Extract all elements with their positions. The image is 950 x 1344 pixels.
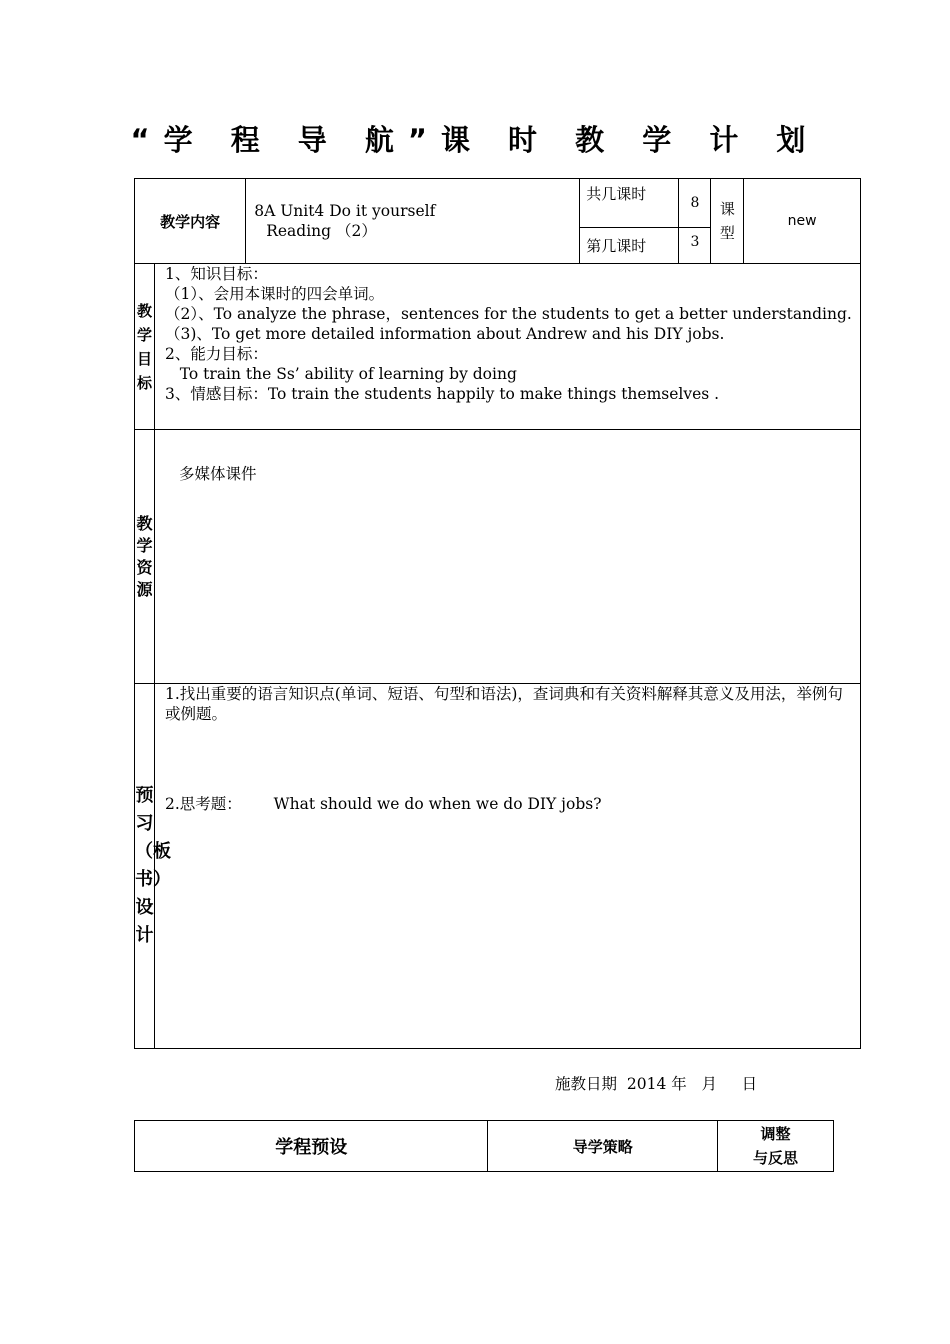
objective-line: 3、情感目标：To train the students happily to make things themselves . (165, 385, 720, 403)
resources-cell (155, 430, 861, 684)
resources-label (135, 430, 155, 684)
teaching-date: 施教日期 2014 年 月 日 (555, 1075, 758, 1093)
objective-line: 1、知识目标： (165, 265, 268, 283)
preview-item2-text: What should we do when we do DIY jobs? (273, 795, 602, 813)
content-label: 教学内容 (135, 179, 246, 264)
preview-item1: 1.找出重要的语言知识点(单词、短语、句型和语法)，查词典和有关资料解释其意义及用法，举例句或例题。 (165, 685, 843, 723)
page-title: “学 程 导 航”课 时 教 学 计 划 (130, 123, 820, 157)
preview-label-text: 预习（板书）设计 (135, 785, 171, 946)
reflection-header-line2: 与反思 (753, 1149, 799, 1167)
resources-text: 多媒体课件 (179, 465, 257, 483)
objectives-label-text: 教学目标 (136, 301, 152, 392)
reflection-header-line1: 调整 (760, 1125, 791, 1143)
content-line2: Reading （2） (266, 222, 377, 240)
lesson-plan-table (134, 178, 861, 1049)
objectives-label (135, 264, 155, 430)
process-plan-header: 学程预设 (135, 1121, 488, 1172)
preview-item2-label: 2.思考题： (165, 795, 242, 813)
reflection-header (718, 1121, 834, 1172)
objective-line: 2、能力目标： (165, 345, 268, 363)
preview-cell (155, 684, 861, 1049)
objective-line: （1）、会用本课时的四会单词。 (165, 285, 385, 303)
objective-line: To train the Ss’ ability of learning by doing (165, 365, 517, 383)
nth-lesson-value: 3 (679, 228, 711, 264)
preview-label (135, 684, 171, 1049)
total-lessons-value: 8 (679, 179, 711, 228)
lesson-type-value: new (744, 179, 860, 264)
nth-lesson-label: 第几课时 (580, 228, 679, 264)
objective-line: （2）、To analyze the phrase，sentences for the students to get a better understanding. (165, 305, 852, 323)
resources-label-text: 教学资源 (136, 513, 153, 599)
content-cell (246, 179, 580, 264)
preview-item2 (165, 794, 852, 814)
process-table-header (134, 1120, 834, 1172)
lesson-type-label (711, 179, 744, 264)
objectives-cell (155, 264, 861, 430)
guidance-strategy-header: 导学策略 (488, 1121, 718, 1172)
objective-line: （3)、To get more detailed information about Andrew and his DIY jobs. (165, 325, 725, 343)
lesson-type-label-text: 课型 (719, 200, 735, 242)
total-lessons-label: 共几课时 (580, 179, 679, 228)
content-line1: 8A Unit4 Do it yourself (254, 202, 436, 220)
